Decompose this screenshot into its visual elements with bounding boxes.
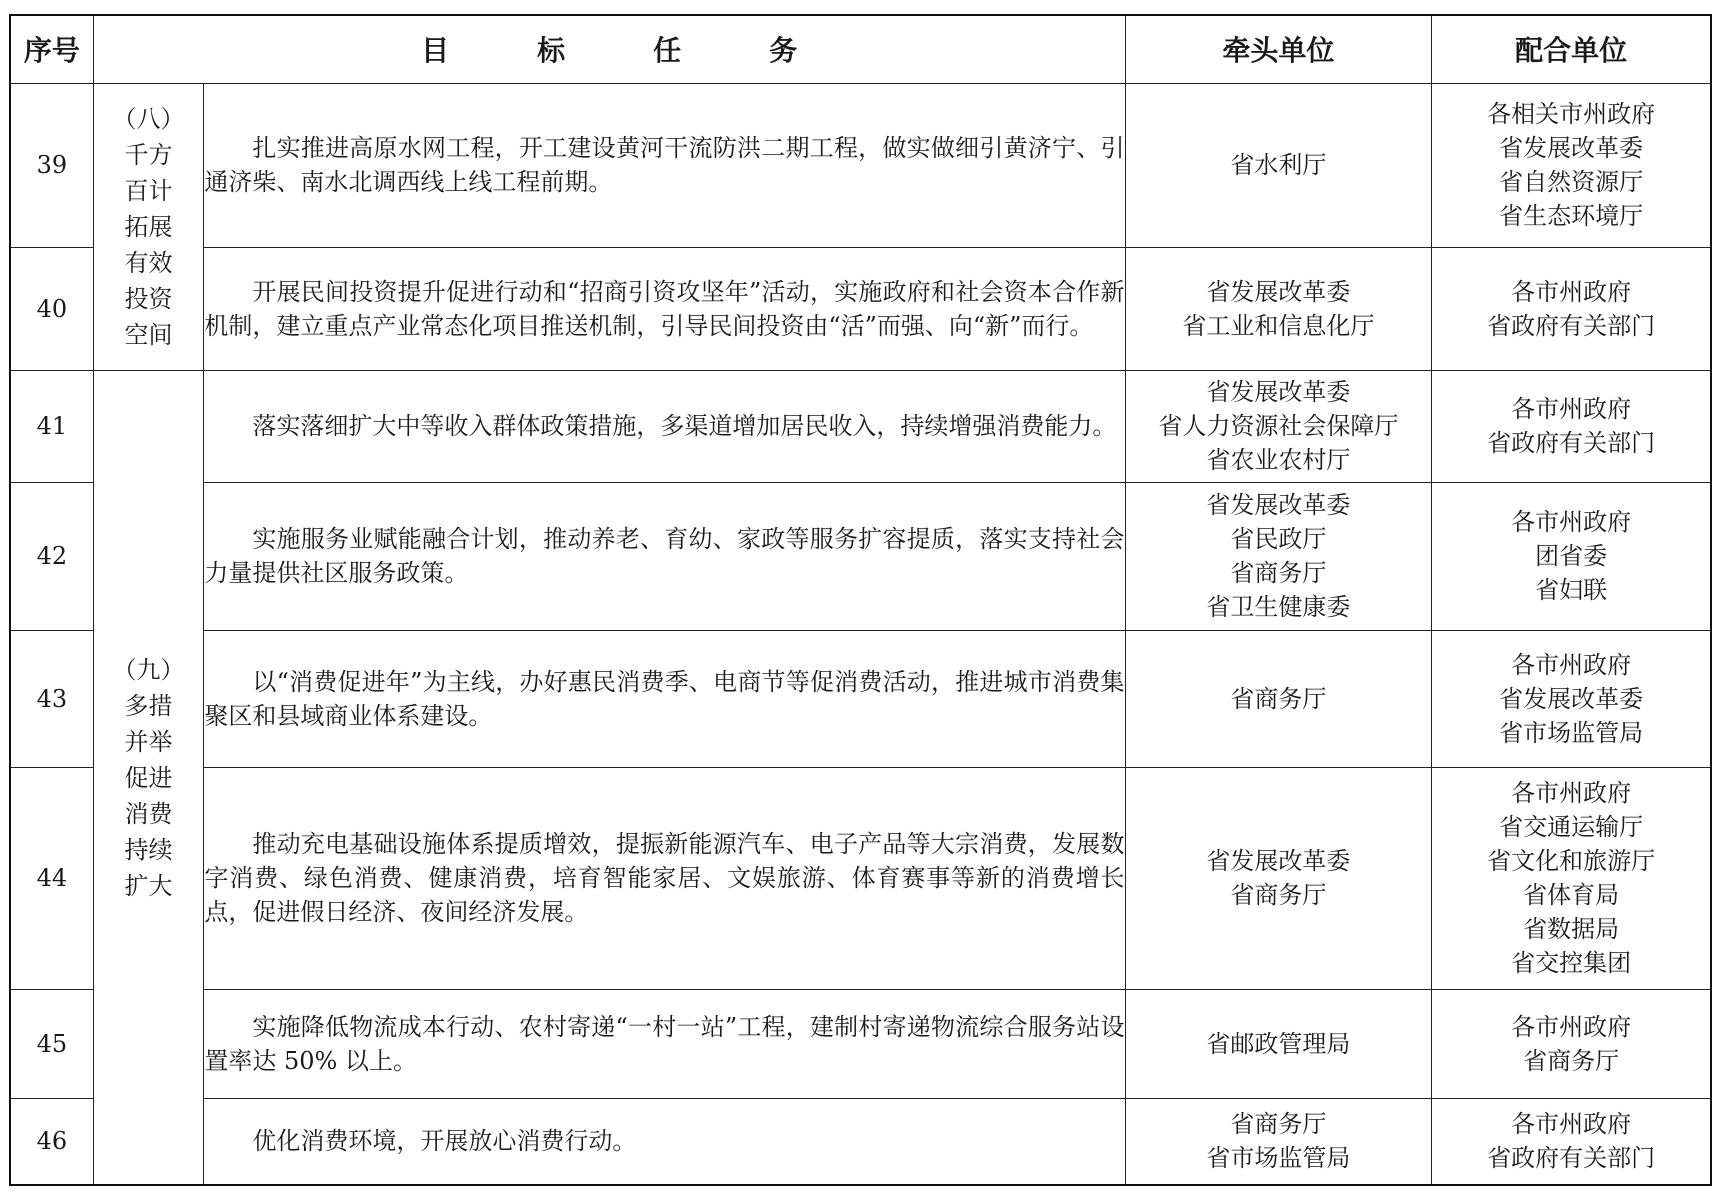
- lead-unit-cell: [1125, 989, 1432, 1098]
- lead-unit: 省水利厅: [1230, 151, 1327, 180]
- coop-unit: 各相关市州政府: [1487, 100, 1656, 129]
- table-row: [10, 371, 1711, 482]
- table-row: [10, 1098, 1711, 1185]
- coop-unit: 省商务厅: [1523, 1046, 1620, 1075]
- lead-unit: 省发展改革委: [1206, 491, 1351, 520]
- category-cell: [93, 371, 204, 1185]
- lead-unit: 省人力资源社会保障厅: [1158, 412, 1399, 441]
- header-task-char: 任: [653, 34, 682, 68]
- task-cell: [204, 371, 1125, 482]
- lead-unit-cell: [1125, 768, 1432, 990]
- category-line: 拓展: [124, 212, 173, 241]
- category-line: （九）: [112, 655, 185, 684]
- lead-unit-cell: [1125, 83, 1432, 247]
- header-task-char: 标: [537, 34, 566, 68]
- coop-unit-cell: [1432, 630, 1711, 767]
- header-row: [10, 15, 1711, 83]
- lead-unit: 省发展改革委: [1206, 278, 1351, 307]
- coop-unit-cell: [1432, 989, 1711, 1098]
- coop-unit: 省发展改革委: [1499, 684, 1644, 713]
- row-number: 39: [10, 83, 93, 247]
- category-line: 促进: [124, 763, 173, 792]
- category-line: 有效: [124, 248, 173, 277]
- coop-unit-cell: [1432, 371, 1711, 482]
- row-number: 43: [10, 630, 93, 767]
- header-task-char: 务: [769, 34, 798, 68]
- coop-unit-cell: [1432, 482, 1711, 630]
- category-line: 消费: [124, 799, 173, 828]
- coop-unit: 省政府有关部门: [1487, 429, 1656, 458]
- coop-unit: 省文化和旅游厅: [1487, 847, 1656, 876]
- coop-unit: 各市州政府: [1511, 1110, 1632, 1139]
- coop-unit: 各市州政府: [1511, 278, 1632, 307]
- coop-unit: 各市州政府: [1511, 650, 1632, 679]
- task-cell: [204, 989, 1125, 1098]
- lead-unit: 省商务厅: [1230, 1110, 1327, 1139]
- header-lead: 牵头单位: [1125, 15, 1432, 83]
- category-line: （八）: [112, 104, 185, 133]
- header-task: [93, 15, 1125, 83]
- table-row: [10, 83, 1711, 247]
- lead-unit: 省商务厅: [1230, 684, 1327, 713]
- coop-unit: 省交通运输厅: [1499, 813, 1644, 842]
- coop-unit: 各市州政府: [1511, 395, 1632, 424]
- table-row: [10, 768, 1711, 990]
- coop-unit: 团省委: [1535, 542, 1608, 571]
- task-cell: [204, 768, 1125, 990]
- coop-unit-cell: [1432, 83, 1711, 247]
- lead-unit: 省工业和信息化厅: [1182, 312, 1375, 341]
- row-number: 46: [10, 1098, 93, 1185]
- table-row: [10, 989, 1711, 1098]
- lead-unit-cell: [1125, 247, 1432, 370]
- coop-unit: 省政府有关部门: [1487, 312, 1656, 341]
- category-line: 并举: [124, 727, 173, 756]
- task-cell: [204, 630, 1125, 767]
- coop-unit: 各市州政府: [1511, 779, 1632, 808]
- category-line: 空间: [124, 320, 173, 349]
- task-text: 开展民间投资提升促进行动和“招商引资攻坚年”活动，实施政府和社会资本合作新机制，建立重点产业常态化项目推送机制，引导民间投资由“活”而强、向“新”而行。: [204, 278, 1125, 341]
- table-row: [10, 247, 1711, 370]
- task-table: [9, 14, 1712, 1186]
- category-line: 扩大: [124, 871, 173, 900]
- task-text: 落实落细扩大中等收入群体政策措施，多渠道增加居民收入，持续增强消费能力。: [252, 412, 1117, 441]
- coop-unit: 省自然资源厅: [1499, 168, 1644, 197]
- lead-unit-cell: [1125, 630, 1432, 767]
- header-coop: 配合单位: [1432, 15, 1711, 83]
- coop-unit: 省发展改革委: [1499, 134, 1644, 163]
- task-text: 扎实推进高原水网工程，开工建设黄河干流防洪二期工程，做实做细引黄济宁、引通济柴、南水北调西线上线工程前期。: [204, 134, 1125, 197]
- row-number: 45: [10, 989, 93, 1098]
- coop-unit: 省数据局: [1523, 915, 1620, 944]
- lead-unit: 省农业农村厅: [1206, 446, 1351, 475]
- row-number: 40: [10, 247, 93, 370]
- header-task-char: 目: [421, 34, 450, 68]
- task-text: 优化消费环境，开展放心消费行动。: [252, 1127, 637, 1156]
- coop-unit: 各市州政府: [1511, 508, 1632, 537]
- task-cell: [204, 1098, 1125, 1185]
- lead-unit-cell: [1125, 482, 1432, 630]
- coop-unit-cell: [1432, 247, 1711, 370]
- task-cell: [204, 482, 1125, 630]
- coop-unit: 省生态环境厅: [1499, 202, 1644, 231]
- lead-unit: 省商务厅: [1230, 559, 1327, 588]
- row-number: 44: [10, 768, 93, 990]
- lead-unit: 省发展改革委: [1206, 378, 1351, 407]
- lead-unit-cell: [1125, 371, 1432, 482]
- task-text: 实施降低物流成本行动、农村寄递“一村一站”工程，建制村寄递物流综合服务站设置率达 50% 以上。: [204, 1012, 1125, 1075]
- table-row: [10, 482, 1711, 630]
- coop-unit: 省市场监管局: [1499, 718, 1644, 747]
- coop-unit: 省政府有关部门: [1487, 1144, 1656, 1173]
- lead-unit: 省邮政管理局: [1206, 1029, 1351, 1058]
- coop-unit: 省交控集团: [1511, 949, 1632, 978]
- row-number: 42: [10, 482, 93, 630]
- lead-unit: 省商务厅: [1230, 881, 1327, 910]
- category-line: 千方: [124, 140, 173, 169]
- category-line: 百计: [124, 176, 173, 205]
- category-line: 持续: [124, 835, 173, 864]
- table-row: [10, 630, 1711, 767]
- lead-unit: 省卫生健康委: [1206, 593, 1351, 622]
- task-text: 实施服务业赋能融合计划，推动养老、育幼、家政等服务扩容提质，落实支持社会力量提供社区服务政策。: [204, 525, 1125, 588]
- coop-unit-cell: [1432, 768, 1711, 990]
- lead-unit-cell: [1125, 1098, 1432, 1185]
- header-num: 序号: [10, 15, 93, 83]
- task-cell: [204, 83, 1125, 247]
- coop-unit: 省妇联: [1535, 576, 1608, 605]
- row-number: 41: [10, 371, 93, 482]
- coop-unit: 省体育局: [1523, 881, 1620, 910]
- category-cell: [93, 83, 204, 371]
- task-cell: [204, 247, 1125, 370]
- task-text: 推动充电基础设施体系提质增效，提振新能源汽车、电子产品等大宗消费，发展数字消费、绿色消费、健康消费，培育智能家居、文娱旅游、体育赛事等新的消费增长点，促进假日经济、夜间经济发展。: [204, 830, 1125, 927]
- lead-unit: 省发展改革委: [1206, 847, 1351, 876]
- coop-unit-cell: [1432, 1098, 1711, 1185]
- coop-unit: 各市州政府: [1511, 1012, 1632, 1041]
- task-text: 以“消费促进年”为主线，办好惠民消费季、电商节等促消费活动，推进城市消费集聚区和县域商业体系建设。: [204, 667, 1125, 730]
- lead-unit: 省市场监管局: [1206, 1144, 1351, 1173]
- category-line: 投资: [124, 284, 173, 313]
- lead-unit: 省民政厅: [1230, 525, 1327, 554]
- category-line: 多措: [124, 691, 173, 720]
